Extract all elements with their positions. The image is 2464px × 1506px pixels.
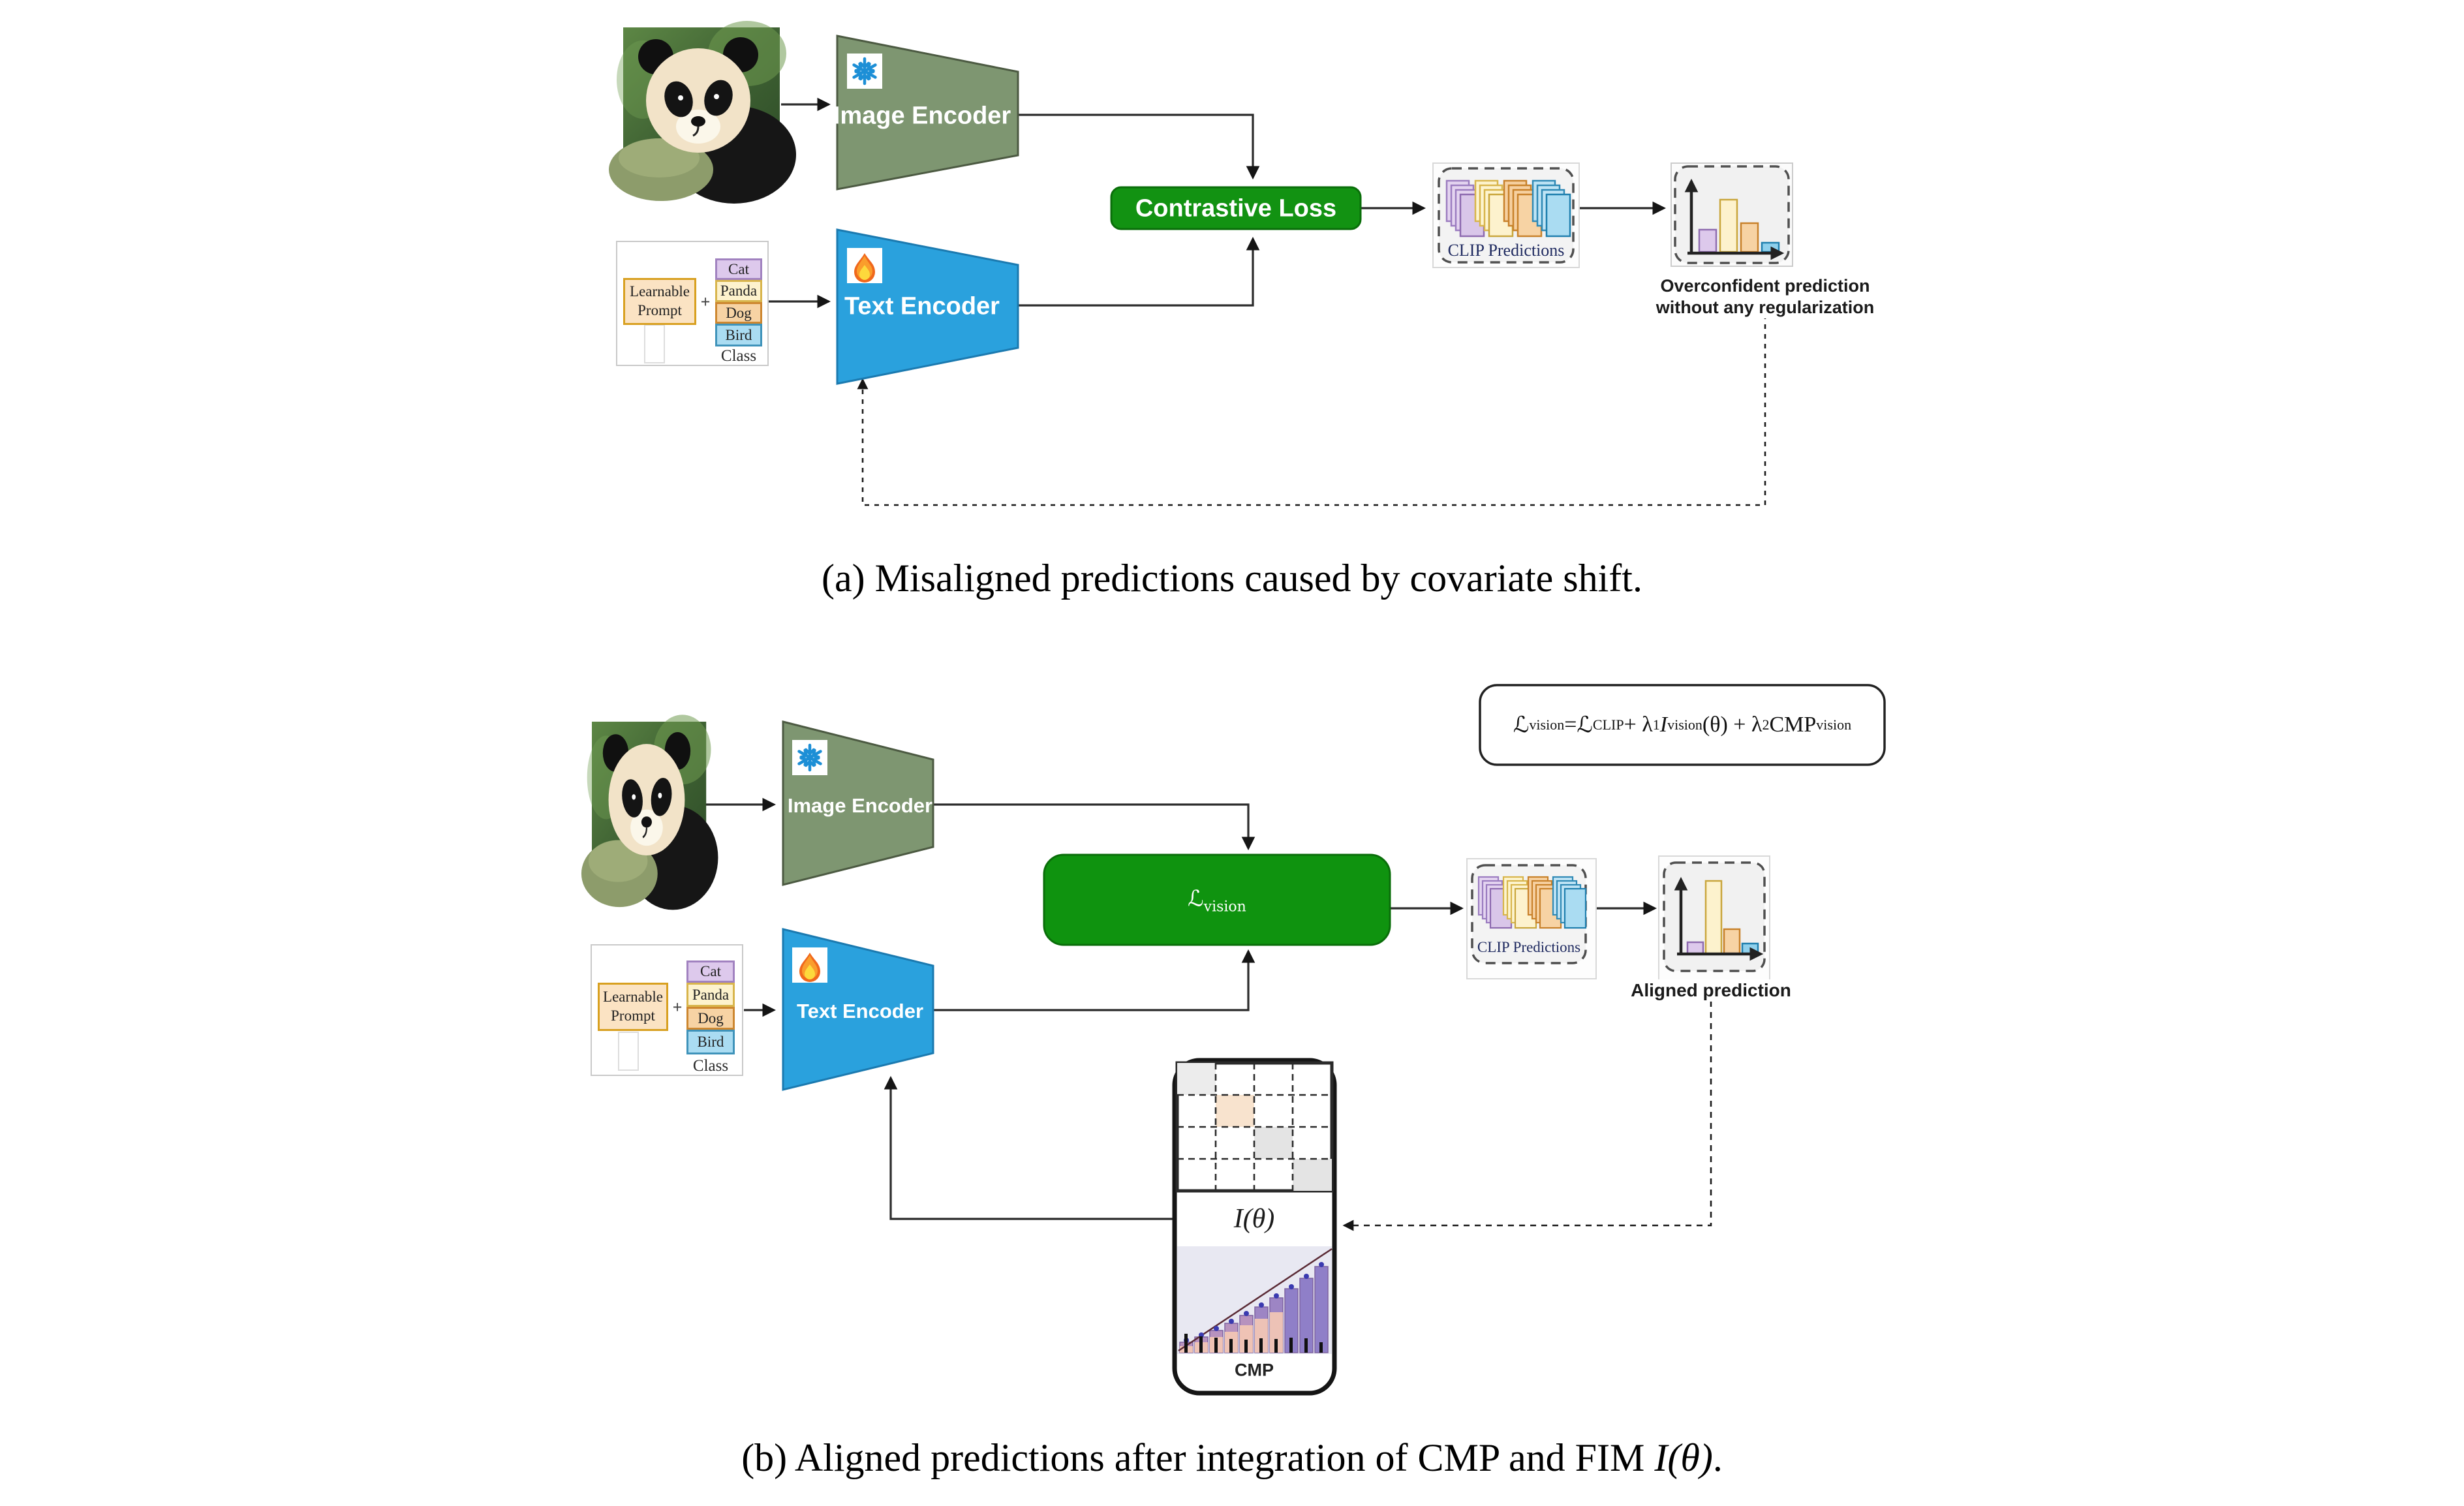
formula-lambda1: + λ bbox=[1624, 713, 1653, 737]
plus-sign-b: + bbox=[672, 998, 683, 1017]
class-stack-caption-b: Class bbox=[692, 1057, 729, 1075]
contrastive-loss-label: Contrastive Loss bbox=[1135, 194, 1337, 223]
cmp-label: CMP bbox=[1235, 1360, 1274, 1380]
formula-theta-lambda2: (θ) + λ bbox=[1702, 713, 1763, 737]
formula-eq: = bbox=[1564, 713, 1577, 737]
learnable-prompt-b bbox=[598, 983, 668, 1031]
formula-sub-clip: CLIP bbox=[1592, 716, 1624, 733]
text-encoder-a-label: Text Encoder bbox=[844, 292, 1000, 320]
formula-L-clip: ℒ bbox=[1577, 712, 1593, 738]
caption-b bbox=[741, 1436, 1723, 1481]
caption-b-suffix: . bbox=[1712, 1436, 1723, 1479]
class-item-cat-a: Cat bbox=[715, 258, 762, 280]
formula-I: I bbox=[1659, 713, 1668, 737]
formula-sub-vision3: vision bbox=[1816, 716, 1852, 733]
caption-a-text: (a) Misaligned predictions caused by covariate shift. bbox=[822, 557, 1642, 600]
learnable-prompt-a-line1: Learnable bbox=[630, 283, 690, 300]
formula-sub-1: 1 bbox=[1652, 716, 1660, 733]
class-item-cat-b: Cat bbox=[686, 960, 735, 983]
aligned-prediction-label: Aligned prediction bbox=[1631, 979, 1791, 1002]
lvision-L: ℒ bbox=[1188, 885, 1204, 912]
fim-label: I(θ) bbox=[1233, 1204, 1275, 1234]
caption-b-math: I(θ) bbox=[1654, 1436, 1713, 1479]
formula-L: ℒ bbox=[1513, 712, 1530, 738]
overconfident-note-line2: without any regularization bbox=[1656, 297, 1875, 317]
image-encoder-b-label: Image Encoder bbox=[787, 794, 933, 817]
overconfident-note-line1: Overconfident prediction bbox=[1660, 276, 1870, 296]
plus-sign-a: + bbox=[700, 292, 711, 311]
class-item-dog-b: Dog bbox=[686, 1007, 735, 1030]
clip-predictions-b-label: CLIP Predictions bbox=[1477, 939, 1581, 955]
learnable-prompt-a bbox=[623, 278, 696, 325]
class-item-panda-a: Panda bbox=[715, 280, 762, 302]
image-encoder-a-label: Image Encoder bbox=[833, 102, 1011, 130]
caption-a bbox=[822, 556, 1642, 601]
vision-loss-formula bbox=[1480, 685, 1885, 765]
class-item-bird-b: Bird bbox=[686, 1030, 735, 1054]
overconfident-note bbox=[1656, 275, 1875, 318]
learnable-prompt-a-line2: Prompt bbox=[638, 302, 682, 318]
class-item-panda-b: Panda bbox=[686, 983, 735, 1007]
lvision-box-label bbox=[1188, 886, 1246, 915]
class-item-dog-a: Dog bbox=[715, 302, 762, 324]
caption-b-prefix: (b) Aligned predictions after integration of CMP and FIM bbox=[741, 1436, 1655, 1479]
class-item-bird-a: Bird bbox=[715, 324, 762, 346]
learnable-prompt-b-line1: Learnable bbox=[603, 989, 663, 1006]
class-stack-caption-a: Class bbox=[720, 347, 757, 365]
lvision-sub: vision bbox=[1203, 899, 1246, 915]
learnable-prompt-b-line2: Prompt bbox=[611, 1007, 655, 1024]
text-encoder-b-label: Text Encoder bbox=[796, 1000, 924, 1022]
formula-sub-2: 2 bbox=[1762, 716, 1770, 733]
formula-sub-vision2: vision bbox=[1667, 716, 1702, 733]
clip-predictions-a-label: CLIP Predictions bbox=[1447, 241, 1565, 260]
formula-CMP: CMP bbox=[1769, 713, 1817, 737]
formula-sub-vision: vision bbox=[1529, 716, 1565, 733]
